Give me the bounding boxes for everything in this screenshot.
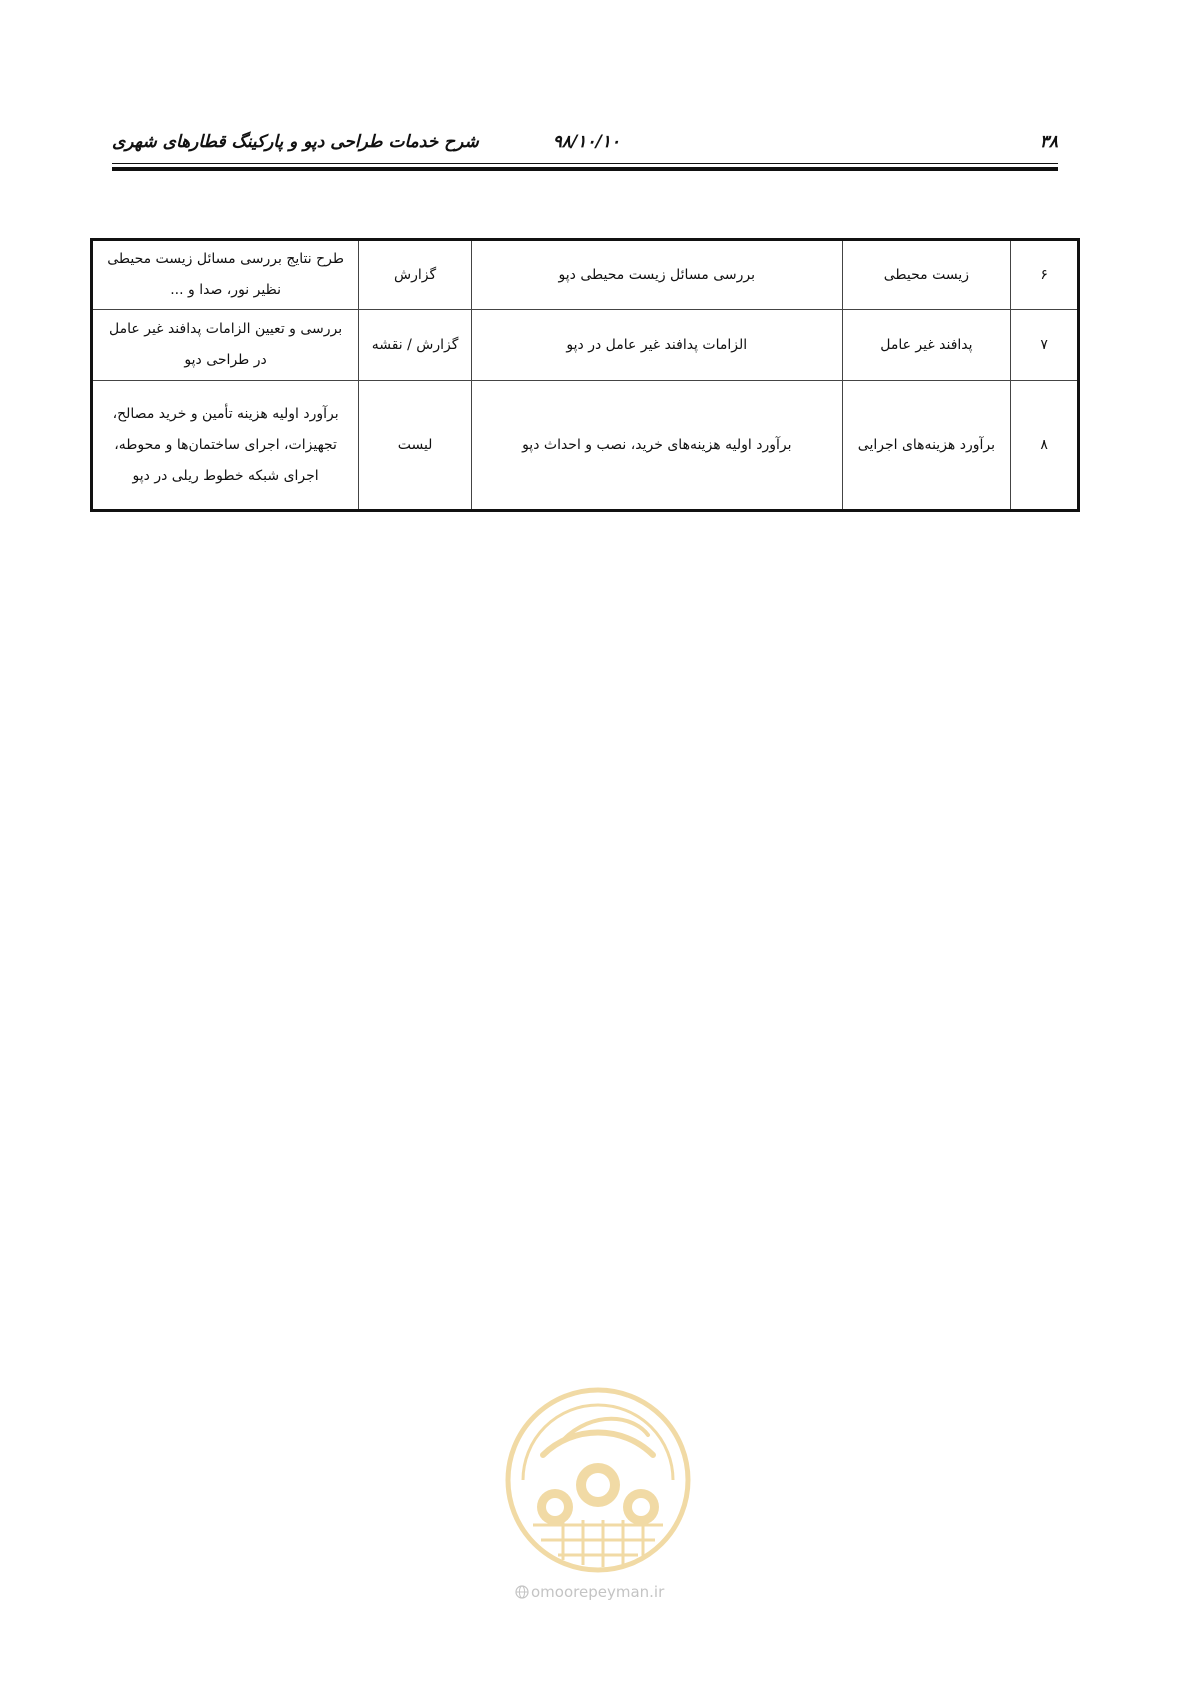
row-result: بررسی و تعیین الزامات پدافند غیر عامل در طراحی دپو [92, 310, 359, 381]
row-number: ۷ [1011, 310, 1079, 381]
table-row [92, 381, 1079, 511]
row-number: ۸ [1011, 381, 1079, 511]
page-header [112, 128, 1058, 158]
table-row [92, 310, 1079, 381]
watermark-url-text: omoorepeyman.ir [531, 1583, 665, 1601]
row-result: طرح نتایج بررسی مسائل زیست محیطی نظیر نور، صدا و ... [92, 240, 359, 310]
row-field: پدافند غیر عامل [842, 310, 1011, 381]
row-description: الزامات پدافند غیر عامل در دپو [471, 310, 842, 381]
page-number: ۳۸ [1039, 132, 1058, 152]
scope-table [90, 238, 1080, 512]
header-date: ۹۸/۱۰/۱۰ [552, 132, 620, 152]
watermark-logo [503, 1385, 693, 1575]
row-type: لیست [359, 381, 472, 511]
watermark-url [515, 1583, 664, 1601]
header-rule-thin [112, 163, 1058, 164]
row-description: بررسی مسائل زیست محیطی دپو [471, 240, 842, 310]
header-title: شرح خدمات طراحی دپو و پارکینگ قطارهای شهری [112, 132, 479, 152]
table-row [92, 240, 1079, 310]
row-field: برآورد هزینه‌های اجرایی [842, 381, 1011, 511]
row-field: زیست محیطی [842, 240, 1011, 310]
logo-seal-icon [503, 1385, 693, 1575]
row-result: برآورد اولیه هزینه تأمین و خرید مصالح، تجهیزات، اجرای ساختمان‌ها و محوطه، اجرای شبکه خطوط ریلی در دپو [92, 381, 359, 511]
globe-icon [515, 1585, 529, 1599]
header-rule-thick [112, 167, 1058, 171]
row-type: گزارش / نقشه [359, 310, 472, 381]
row-number: ۶ [1011, 240, 1079, 310]
row-description: برآورد اولیه هزینه‌های خرید، نصب و احداث دپو [471, 381, 842, 511]
row-type: گزارش [359, 240, 472, 310]
